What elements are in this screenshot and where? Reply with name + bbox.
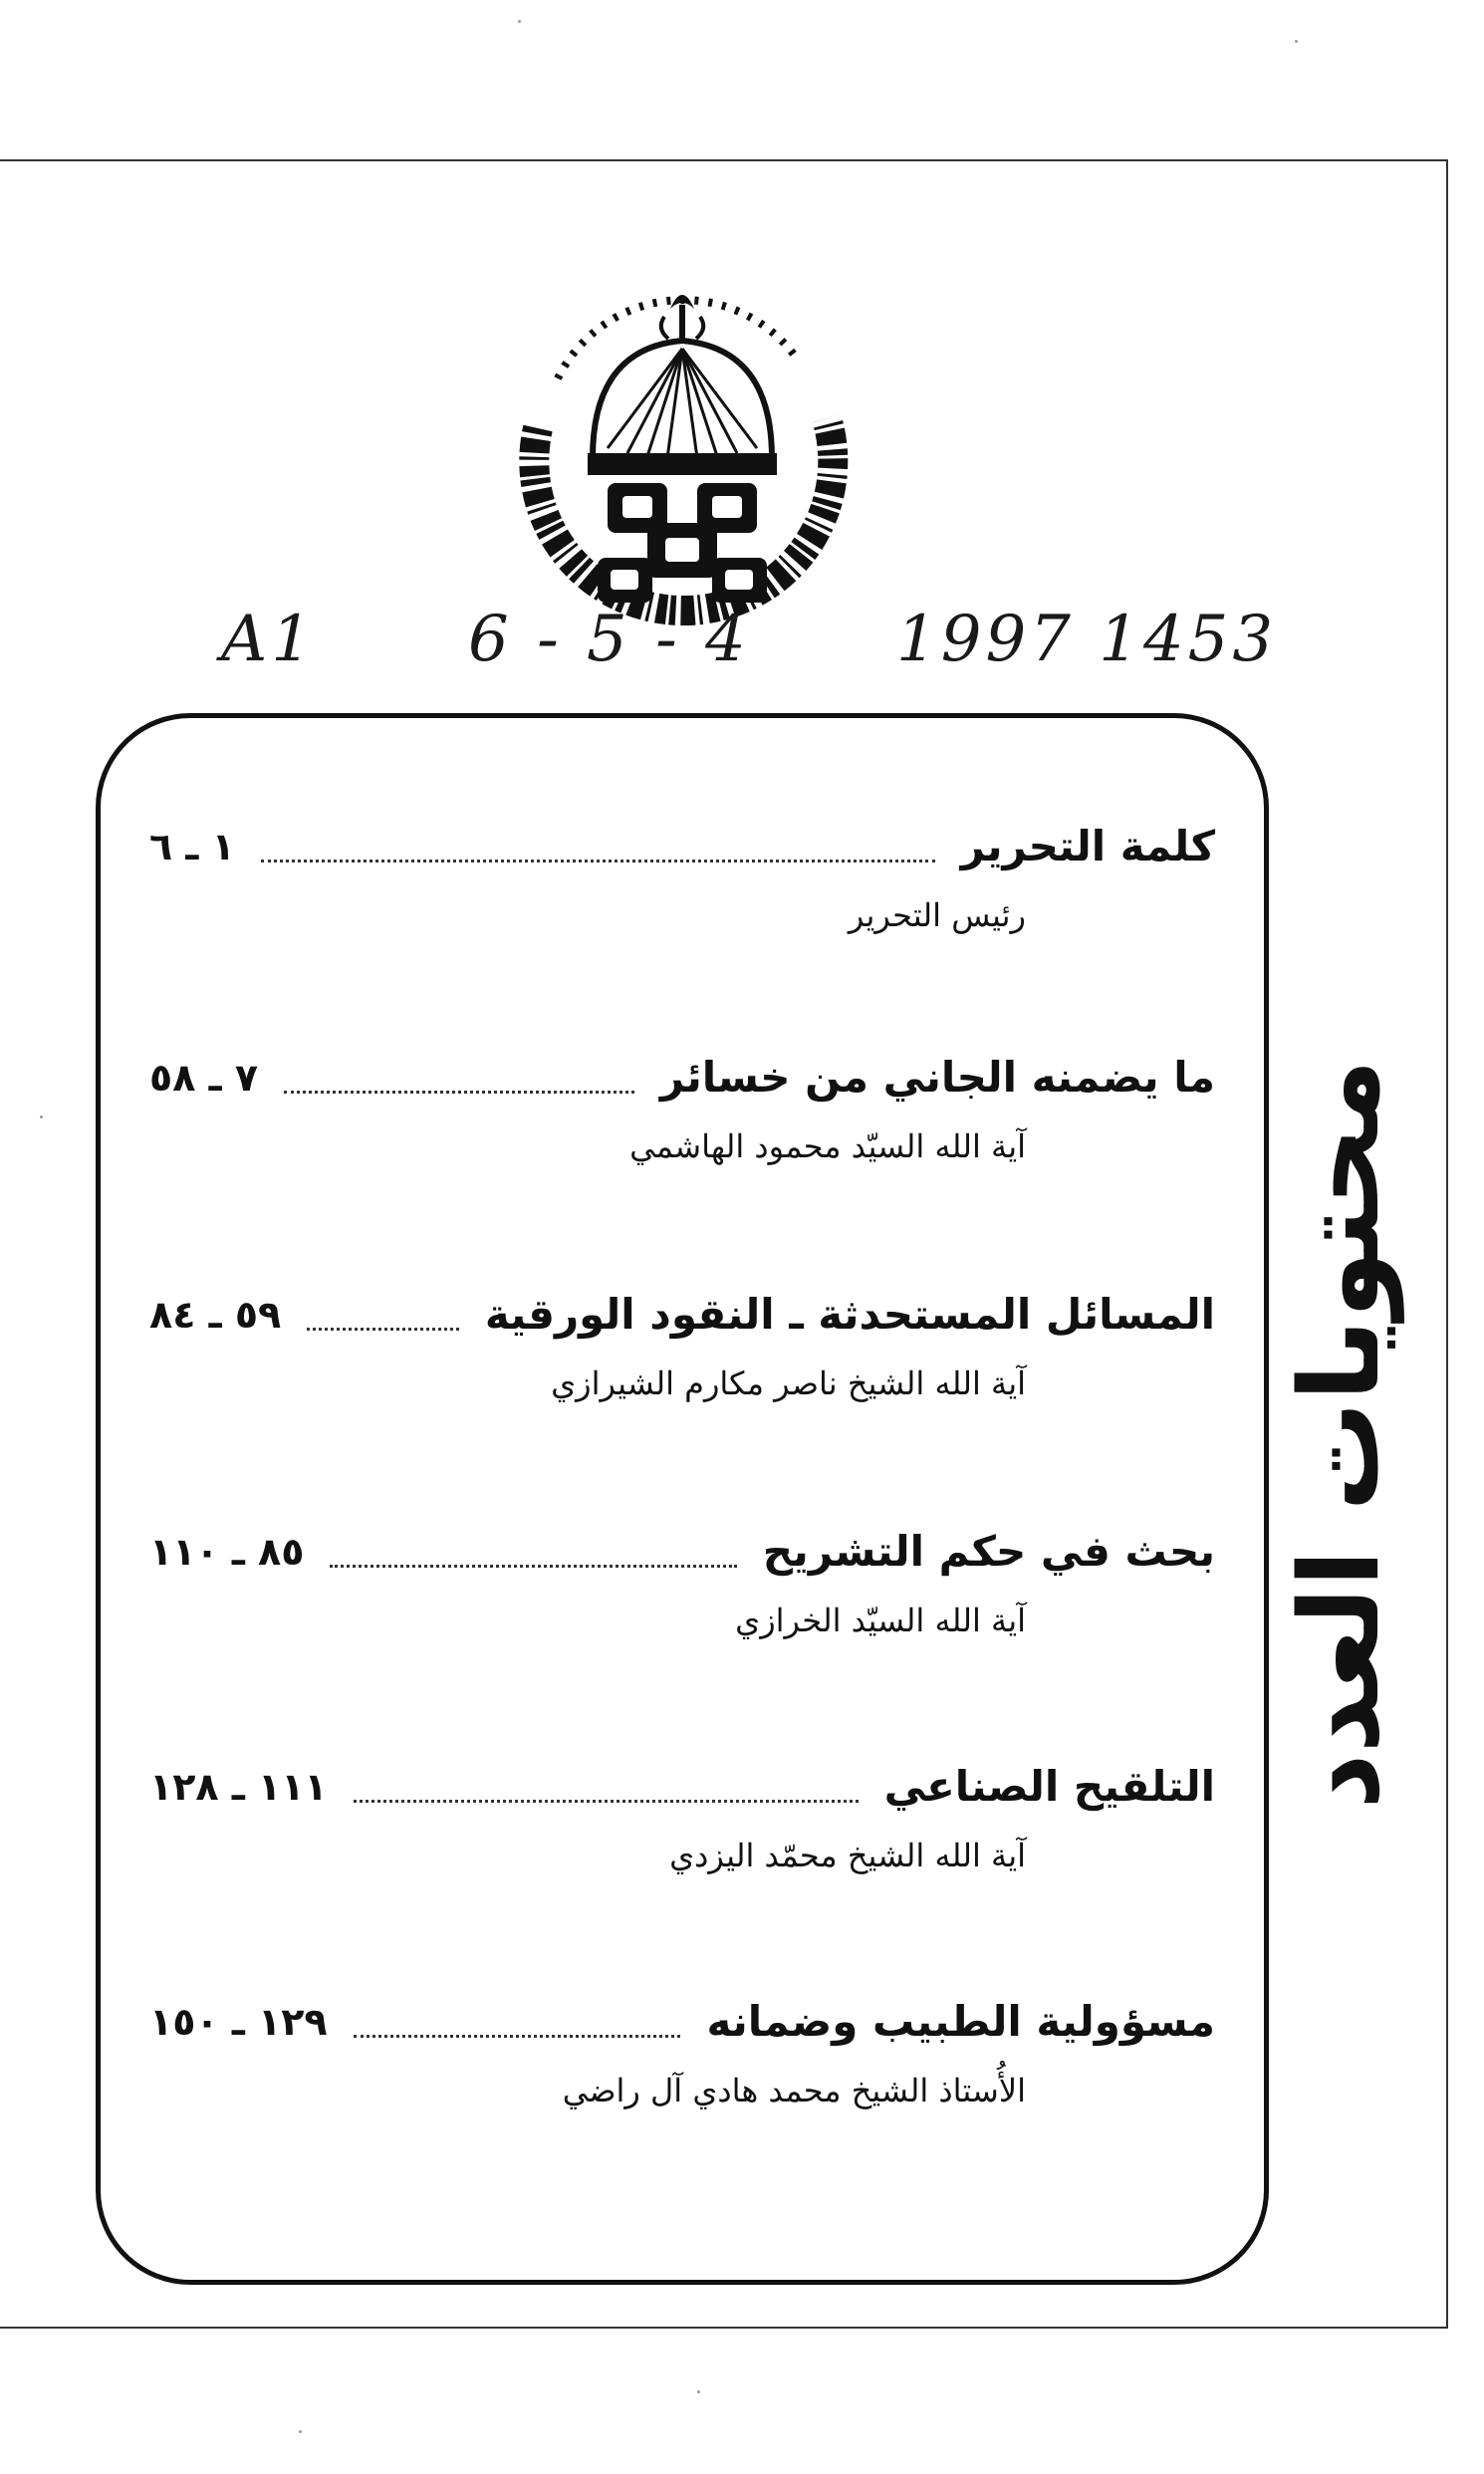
toc-entry bbox=[149, 1048, 1215, 1187]
entry-pages: ٧ ـ ٥٨ bbox=[149, 1056, 259, 1100]
entry-author: آية الله الشيخ ناصر مكارم الشيرازي bbox=[551, 1364, 1026, 1402]
entry-pages: ١١١ ـ ١٢٨ bbox=[149, 1765, 328, 1809]
scan-speck bbox=[518, 20, 521, 23]
entry-author: آية الله الشيخ محمّد اليزدي bbox=[669, 1837, 1026, 1874]
toc-entry bbox=[149, 1285, 1215, 1424]
scan-speck bbox=[697, 2390, 700, 2393]
leader-dots bbox=[330, 1565, 736, 1568]
entry-author: الأُستاذ الشيخ محمد هادي آل راضي bbox=[562, 2072, 1026, 2109]
scan-speck bbox=[40, 1115, 43, 1118]
entry-title: التلقيح الصناعي bbox=[883, 1762, 1215, 1811]
entry-title: ما يضمنه الجاني من خسائر bbox=[659, 1053, 1215, 1102]
side-title-text: محتويات العدد bbox=[1276, 1059, 1403, 1810]
toc-entry bbox=[149, 1992, 1215, 2131]
institute-emblem-icon bbox=[498, 269, 866, 647]
entry-pages: ١ ـ ٦ bbox=[149, 825, 235, 868]
entry-pages: ١٢٩ ـ ١٥٠ bbox=[149, 2000, 328, 2044]
entry-title: بحث في حكم التشريح bbox=[762, 1527, 1215, 1576]
handwritten-code: A1 bbox=[221, 603, 316, 676]
entry-pages: ٥٩ ـ ٨٤ bbox=[149, 1293, 282, 1337]
entry-author: رئيس التحرير bbox=[848, 896, 1026, 934]
entry-author: آية الله السيّد الخرازي bbox=[735, 1602, 1026, 1639]
scan-speck bbox=[1295, 40, 1298, 43]
toc-entry bbox=[149, 1757, 1215, 1896]
entry-author: آية الله السيّد محمود الهاشمي bbox=[629, 1127, 1026, 1165]
leader-dots bbox=[284, 1091, 634, 1094]
toc-entry bbox=[149, 1522, 1215, 1661]
entry-title: المسائل المستحدثة ـ النقود الورقية bbox=[484, 1290, 1215, 1339]
toc-entry bbox=[149, 817, 1215, 956]
leader-dots bbox=[261, 860, 935, 863]
leader-dots bbox=[354, 2035, 681, 2038]
leader-dots bbox=[354, 1800, 859, 1803]
handwritten-volume: 6 - 5 - 4 bbox=[468, 603, 750, 676]
handwritten-id: 1997 1453 bbox=[896, 603, 1278, 676]
scan-speck bbox=[299, 2430, 302, 2433]
leader-dots bbox=[307, 1328, 459, 1331]
entry-title: مسؤولية الطبيب وضمانه bbox=[706, 1997, 1215, 2046]
side-title bbox=[1276, 996, 1403, 1872]
entry-title: كلمة التحرير bbox=[960, 822, 1215, 870]
entry-pages: ٨٥ ـ ١١٠ bbox=[149, 1530, 305, 1574]
